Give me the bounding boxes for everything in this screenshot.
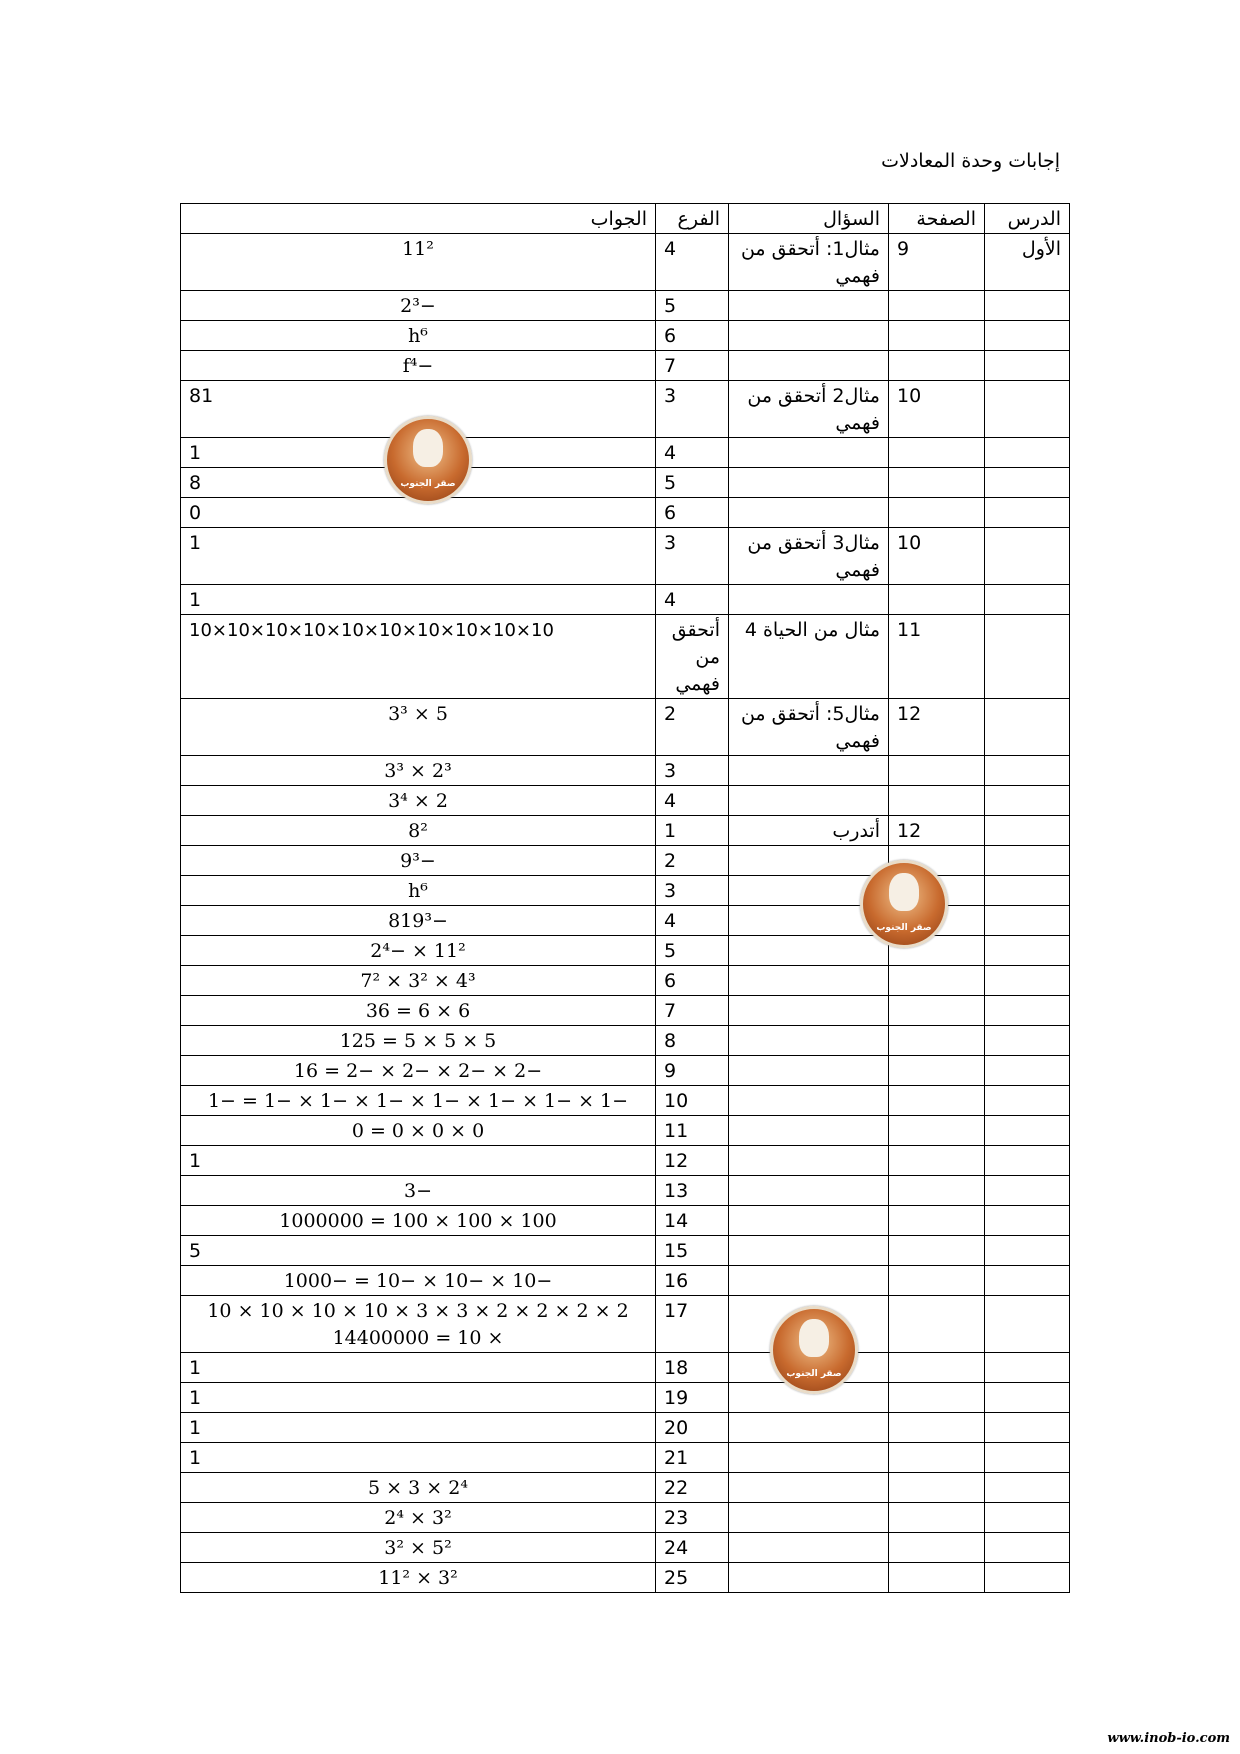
watermark-text: صقر الجنوب: [400, 479, 456, 489]
branch-cell: 13: [656, 1176, 729, 1206]
question-cell: أتدرب: [729, 816, 889, 846]
branch-cell: 3: [656, 876, 729, 906]
page-cell: 10: [889, 381, 985, 438]
question-cell: [729, 1443, 889, 1473]
question-cell: [729, 1056, 889, 1086]
page-cell: [889, 351, 985, 381]
page-cell: [889, 996, 985, 1026]
branch-cell: 3: [656, 381, 729, 438]
question-cell: [729, 936, 889, 966]
page-cell: [889, 1026, 985, 1056]
answer-cell: 1: [181, 528, 656, 585]
lesson-cell: [985, 1533, 1070, 1563]
branch-cell: 7: [656, 996, 729, 1026]
table-row: [181, 1503, 1070, 1533]
question-cell: [729, 351, 889, 381]
question-cell: [729, 1413, 889, 1443]
lesson-cell: [985, 585, 1070, 615]
page-cell: [889, 1266, 985, 1296]
page-cell: [889, 1236, 985, 1266]
question-cell: مثال من الحياة 4: [729, 615, 889, 699]
lesson-cell: [985, 381, 1070, 438]
table-row: [181, 321, 1070, 351]
table-row: [181, 1026, 1070, 1056]
answer-cell: 5 × 3³: [181, 699, 656, 756]
table-row: [181, 1383, 1070, 1413]
branch-cell: 4: [656, 438, 729, 468]
lesson-cell: [985, 291, 1070, 321]
answer-cell: 0: [181, 498, 656, 528]
lesson-cell: [985, 846, 1070, 876]
lesson-cell: [985, 1443, 1070, 1473]
table-row: [181, 438, 1070, 468]
lesson-cell: [985, 1383, 1070, 1413]
table-row: [181, 1266, 1070, 1296]
page-cell: [889, 291, 985, 321]
page-cell: [889, 1056, 985, 1086]
question-cell: [729, 1116, 889, 1146]
header-branch: الفرع: [656, 204, 729, 234]
question-cell: [729, 1176, 889, 1206]
table-row: [181, 498, 1070, 528]
table-row: [181, 234, 1070, 291]
branch-cell: 3: [656, 756, 729, 786]
table-row: [181, 1533, 1070, 1563]
table-row: [181, 291, 1070, 321]
answer-cell: 5 × 5 × 5 = 125: [181, 1026, 656, 1056]
question-cell: [729, 1206, 889, 1236]
answer-cell: 2³ × 3³: [181, 756, 656, 786]
table-row: [181, 1353, 1070, 1383]
watermark-logo: [384, 416, 472, 504]
lesson-cell: [985, 906, 1070, 936]
branch-cell: 12: [656, 1146, 729, 1176]
page-cell: [889, 966, 985, 996]
table-row: [181, 1473, 1070, 1503]
branch-cell: 10: [656, 1086, 729, 1116]
branch-cell: 4: [656, 234, 729, 291]
answer-cell: 100 × 100 × 100 = 1000000: [181, 1206, 656, 1236]
table-row: [181, 786, 1070, 816]
header-question: السؤال: [729, 204, 889, 234]
answer-cell: 2⁴ × 3 × 5: [181, 1473, 656, 1503]
lesson-cell: [985, 1116, 1070, 1146]
table-row: [181, 1296, 1070, 1353]
page-cell: [889, 1176, 985, 1206]
branch-cell: 7: [656, 351, 729, 381]
answer-cell: 10×10×10×10×10×10×10×10×10×10: [181, 615, 656, 699]
lesson-cell: [985, 615, 1070, 699]
question-cell: [729, 1086, 889, 1116]
question-cell: [729, 291, 889, 321]
lesson-cell: [985, 936, 1070, 966]
lesson-cell: [985, 438, 1070, 468]
branch-cell: 5: [656, 291, 729, 321]
answer-cell: 81: [181, 381, 656, 438]
question-cell: [729, 756, 889, 786]
answer-cell: 1: [181, 1443, 656, 1473]
answer-cell: h⁶: [181, 876, 656, 906]
branch-cell: 1: [656, 816, 729, 846]
page-cell: [889, 1353, 985, 1383]
branch-cell: 5: [656, 468, 729, 498]
branch-cell: 18: [656, 1353, 729, 1383]
answer-cell: 1: [181, 1353, 656, 1383]
lesson-cell: [985, 816, 1070, 846]
lesson-cell: [985, 1296, 1070, 1353]
page-cell: [889, 1116, 985, 1146]
question-cell: [729, 438, 889, 468]
branch-cell: 5: [656, 936, 729, 966]
lesson-cell: [985, 1413, 1070, 1443]
page-cell: 12: [889, 816, 985, 846]
header-answer: الجواب: [181, 204, 656, 234]
meerkat-icon: [799, 1319, 829, 1357]
page-cell: 10: [889, 528, 985, 585]
lesson-cell: [985, 1503, 1070, 1533]
question-cell: [729, 786, 889, 816]
lesson-cell: [985, 528, 1070, 585]
page-cell: [889, 1086, 985, 1116]
answer-cell: 1: [181, 1413, 656, 1443]
answer-cell: 2 × 3⁴: [181, 786, 656, 816]
answer-cell: 8²: [181, 816, 656, 846]
branch-cell: 4: [656, 906, 729, 936]
lesson-cell: [985, 966, 1070, 996]
question-cell: [729, 1266, 889, 1296]
question-cell: [729, 846, 889, 876]
page-cell: [889, 1146, 985, 1176]
watermark-logo: [860, 860, 948, 948]
answer-cell: 11² × −2⁴: [181, 936, 656, 966]
table-row: [181, 615, 1070, 699]
table-row: [181, 351, 1070, 381]
lesson-cell: [985, 1353, 1070, 1383]
branch-cell: 24: [656, 1533, 729, 1563]
page-cell: [889, 1563, 985, 1593]
branch-cell: 2: [656, 699, 729, 756]
table-row: [181, 381, 1070, 438]
page-cell: [889, 786, 985, 816]
page-cell: [889, 585, 985, 615]
question-cell: [729, 1503, 889, 1533]
question-cell: مثال2 أتحقق من فهمي: [729, 381, 889, 438]
answer-cell: 5² × 3²: [181, 1533, 656, 1563]
answer-cell: 1: [181, 1146, 656, 1176]
watermark-text: صقر الجنوب: [786, 1369, 842, 1379]
page-cell: [889, 321, 985, 351]
answer-cell: 3² × 2⁴: [181, 1503, 656, 1533]
question-cell: [729, 1473, 889, 1503]
page-title: إجابات وحدة المعادلات: [881, 150, 1060, 172]
page-cell: [889, 1296, 985, 1353]
table-row: [181, 468, 1070, 498]
question-cell: [729, 1236, 889, 1266]
branch-cell: 11: [656, 1116, 729, 1146]
answer-cell: h⁶: [181, 321, 656, 351]
answer-cell: 5: [181, 1236, 656, 1266]
question-cell: [729, 1563, 889, 1593]
lesson-cell: [985, 1176, 1070, 1206]
lesson-cell: [985, 1206, 1070, 1236]
answer-cell: 1: [181, 585, 656, 615]
branch-cell: 25: [656, 1563, 729, 1593]
branch-cell: 17: [656, 1296, 729, 1353]
lesson-cell: [985, 756, 1070, 786]
meerkat-icon: [889, 873, 919, 911]
question-cell: مثال5: أتحقق من فهمي: [729, 699, 889, 756]
table-row: [181, 1056, 1070, 1086]
lesson-cell: [985, 996, 1070, 1026]
lesson-cell: [985, 1146, 1070, 1176]
branch-cell: أتحقق من فهمي: [656, 615, 729, 699]
answer-cell: 0 × 0 × 0 = 0: [181, 1116, 656, 1146]
watermark-text: صقر الجنوب: [876, 923, 932, 933]
question-cell: [729, 468, 889, 498]
footer-url: www.inob-io.com: [1107, 1731, 1230, 1746]
lesson-cell: [985, 1563, 1070, 1593]
table-row: [181, 996, 1070, 1026]
table-row: [181, 936, 1070, 966]
meerkat-icon: [413, 429, 443, 467]
branch-cell: 6: [656, 321, 729, 351]
table-row: [181, 1413, 1070, 1443]
table-row: [181, 1206, 1070, 1236]
branch-cell: 15: [656, 1236, 729, 1266]
question-cell: [729, 1026, 889, 1056]
page-cell: [889, 438, 985, 468]
header-row: [181, 204, 1070, 234]
branch-cell: 4: [656, 786, 729, 816]
lesson-cell: [985, 1236, 1070, 1266]
answer-cell: −3: [181, 1176, 656, 1206]
page-cell: [889, 1473, 985, 1503]
table-row: [181, 1443, 1070, 1473]
answer-cell: 2 × 2 × 2 × 2 × 3 × 3 × 10 × 10 × 10 × 10 × 10 = 14400000: [181, 1296, 656, 1353]
question-cell: [729, 498, 889, 528]
answer-cell: 3² × 11²: [181, 1563, 656, 1593]
branch-cell: 22: [656, 1473, 729, 1503]
answer-cell: 1: [181, 438, 656, 468]
answer-cell: 1: [181, 1383, 656, 1413]
lesson-cell: [985, 468, 1070, 498]
table-row: [181, 1236, 1070, 1266]
lesson-cell: الأول: [985, 234, 1070, 291]
lesson-cell: [985, 498, 1070, 528]
answer-cell: −2³: [181, 291, 656, 321]
table-row: [181, 1086, 1070, 1116]
question-cell: [729, 321, 889, 351]
page-cell: [889, 1383, 985, 1413]
page-cell: [889, 1206, 985, 1236]
header-lesson: الدرس: [985, 204, 1070, 234]
branch-cell: 21: [656, 1443, 729, 1473]
answer-cell: 11²: [181, 234, 656, 291]
question-cell: مثال1: أتحقق من فهمي: [729, 234, 889, 291]
page-cell: 11: [889, 615, 985, 699]
branch-cell: 4: [656, 585, 729, 615]
lesson-cell: [985, 1473, 1070, 1503]
branch-cell: 8: [656, 1026, 729, 1056]
question-cell: [729, 585, 889, 615]
page-cell: [889, 498, 985, 528]
table-row: [181, 1563, 1070, 1593]
lesson-cell: [985, 876, 1070, 906]
lesson-cell: [985, 351, 1070, 381]
watermark-logo: [770, 1306, 858, 1394]
page-cell: [889, 1443, 985, 1473]
table-row: [181, 528, 1070, 585]
page-cell: [889, 1503, 985, 1533]
question-cell: [729, 966, 889, 996]
page-cell: [889, 1413, 985, 1443]
branch-cell: 6: [656, 498, 729, 528]
lesson-cell: [985, 1086, 1070, 1116]
page-cell: [889, 756, 985, 786]
table-row: [181, 1116, 1070, 1146]
lesson-cell: [985, 699, 1070, 756]
answer-cell: −9³: [181, 846, 656, 876]
table-row: [181, 966, 1070, 996]
page-cell: [889, 468, 985, 498]
answer-cell: 6 × 6 = 36: [181, 996, 656, 1026]
branch-cell: 19: [656, 1383, 729, 1413]
answer-cell: −1 × −1 × −1 × −1 × −1 × −1 × −1 = −1: [181, 1086, 656, 1116]
table-row: [181, 585, 1070, 615]
page-cell: [889, 1533, 985, 1563]
answer-cell: −2 × −2 × −2 × −2 = 16: [181, 1056, 656, 1086]
lesson-cell: [985, 321, 1070, 351]
answer-cell: −f⁴: [181, 351, 656, 381]
table-row: [181, 846, 1070, 876]
branch-cell: 6: [656, 966, 729, 996]
page-cell: 12: [889, 699, 985, 756]
answer-cell: −819³: [181, 906, 656, 936]
question-cell: [729, 1146, 889, 1176]
answer-cell: −10 × −10 × −10 = −1000: [181, 1266, 656, 1296]
question-cell: مثال3 أتحقق من فهمي: [729, 528, 889, 585]
question-cell: [729, 996, 889, 1026]
lesson-cell: [985, 1026, 1070, 1056]
branch-cell: 2: [656, 846, 729, 876]
table-row: [181, 699, 1070, 756]
table-row: [181, 1176, 1070, 1206]
table-row: [181, 756, 1070, 786]
lesson-cell: [985, 786, 1070, 816]
branch-cell: 23: [656, 1503, 729, 1533]
branch-cell: 16: [656, 1266, 729, 1296]
lesson-cell: [985, 1266, 1070, 1296]
branch-cell: 14: [656, 1206, 729, 1236]
lesson-cell: [985, 1056, 1070, 1086]
branch-cell: 20: [656, 1413, 729, 1443]
answer-cell: 8: [181, 468, 656, 498]
table-row: [181, 1146, 1070, 1176]
branch-cell: 9: [656, 1056, 729, 1086]
table-row: [181, 816, 1070, 846]
page-cell: 9: [889, 234, 985, 291]
question-cell: [729, 1533, 889, 1563]
branch-cell: 3: [656, 528, 729, 585]
answer-cell: 4³ × 3² × 7²: [181, 966, 656, 996]
header-page: الصفحة: [889, 204, 985, 234]
